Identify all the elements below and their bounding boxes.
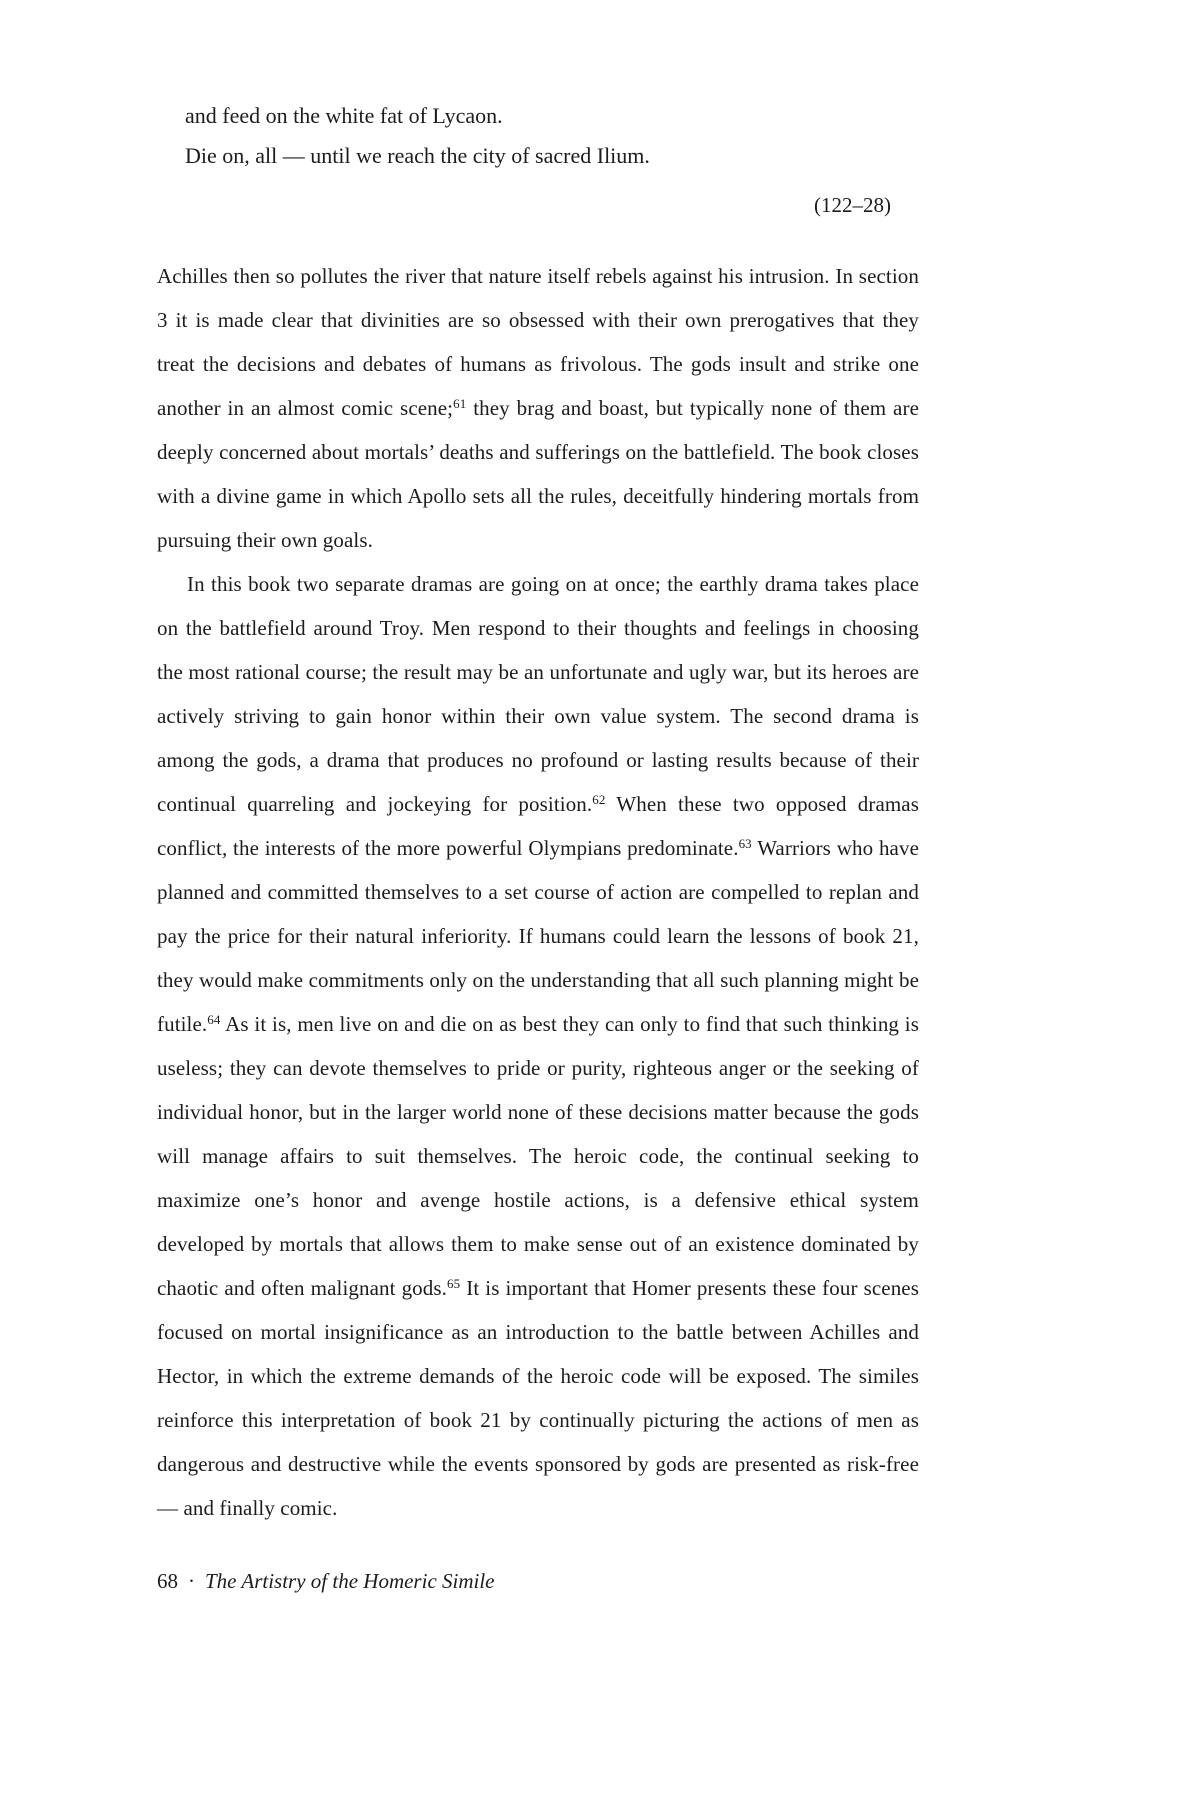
verse-line: and feed on the white fat of Lycaon. [185, 103, 503, 128]
paragraph-text: It is important that Homer presents these four scenes focused on mortal insignificance as an introduction to the battle between Achilles and Hector, in which the extreme demands of the heroic code will be exposed. The similes reinforce this interpretation of book 21 by continually picturing the actions of men as dangerous and destructive while the events sponsored by gods are presented as risk-free — and finally comic. [157, 1276, 919, 1520]
running-footer [157, 1566, 919, 1596]
text-column [157, 96, 919, 1596]
paragraph-text: Warriors who have planned and committed themselves to a set course of action are compelled to replan and pay the price for their natural inferiority. If humans could learn the lessons of book 21, they would make commitments only on the understanding that all such planning might be futile. [157, 836, 919, 1036]
paragraph-text: As it is, men live on and die on as best they can only to find that such thinking is useless; they can devote themselves to pride or purity, righteous anger or the seeking of individual honor, but in the larger world none of these decisions matter because the gods will manage affairs to suit themselves. The heroic code, the continual seeking to maximize one’s honor and avenge hostile actions, is a defensive ethical system developed by mortals that allows them to make sense out of an existence dominated by chaotic and often malignant gods. [157, 1012, 919, 1300]
verse-quote [185, 96, 919, 176]
book-title: The Artistry of the Homeric Simile [205, 1569, 495, 1593]
footnote-ref-61: 61 [453, 395, 467, 411]
paragraph-2 [157, 562, 919, 1530]
footnote-ref-65: 65 [447, 1275, 461, 1291]
verse-line: Die on, all — until we reach the city of sacred Ilium. [185, 143, 650, 168]
paragraph-text: they brag and boast, but typically none of them are deeply concerned about mortals’ deaths and sufferings on the battlefield. The book closes with a divine game in which Apollo sets all the rules, deceitfully hindering mortals from pursuing their own goals. [157, 396, 919, 552]
footer-separator-dot: · [188, 1569, 195, 1593]
footnote-ref-62: 62 [592, 791, 606, 807]
paragraph-1 [157, 254, 919, 562]
footnote-ref-64: 64 [207, 1011, 221, 1027]
page-number: 68 [157, 1569, 178, 1593]
paragraph-text: When these two opposed dramas conflict, the interests of the more powerful Olympians predominate. [157, 792, 919, 860]
paragraph-text: In this book two separate dramas are going on at once; the earthly drama takes place on the battlefield around Troy. Men respond to their thoughts and feelings in choosing the most rational course; the result may be an unfortunate and ugly war, but its heroes are actively striving to gain honor within their own value system. The second drama is among the gods, a drama that produces no profound or lasting results because of their continual quarreling and jockeying for position. [157, 572, 919, 816]
footnote-ref-63: 63 [738, 835, 752, 851]
verse-citation: (122–28) [814, 193, 891, 217]
paragraph-text: Achilles then so pollutes the river that nature itself rebels against his intrusion. In section 3 it is made clear that divinities are so obsessed with their own prerogatives that they treat the decisions and debates of humans as frivolous. The gods insult and strike one another in an almost comic scene; [157, 264, 919, 420]
